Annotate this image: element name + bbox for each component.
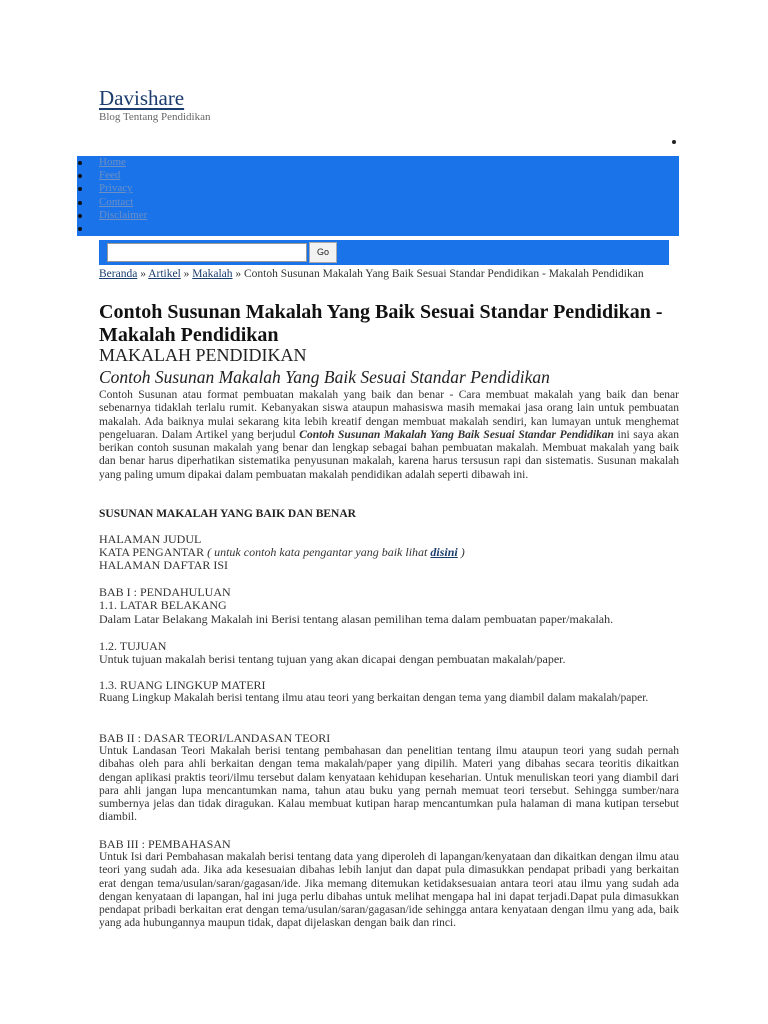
nav-item-empty [77, 222, 679, 235]
kata-pengantar-note: ( untuk contoh kata pengantar yang baik lihat [204, 545, 431, 559]
latar-heading: 1.1. LATAR BELAKANG [99, 598, 227, 612]
nav-link-contact[interactable]: Contact [99, 195, 134, 208]
latar-text: Dalam Latar Belakang Makalah ini Berisi tentang alasan pemilihan tema dalam pembuatan paper/makalah. [99, 612, 614, 626]
kata-pengantar-note-end: ) [457, 545, 465, 559]
halaman-judul: HALAMAN JUDUL [99, 532, 202, 546]
breadcrumb-sep: » [180, 268, 193, 280]
bullet-icon [672, 140, 676, 144]
breadcrumb [99, 268, 679, 281]
nav-item-disclaimer[interactable] [77, 209, 679, 222]
go-button[interactable]: Go [309, 242, 337, 263]
search-bar [99, 240, 669, 265]
bab3-heading: BAB III : PEMBAHASAN [99, 837, 231, 851]
kata-pengantar: KATA PENGANTAR [99, 545, 205, 559]
disini-link[interactable]: disini [430, 545, 458, 559]
nav-link-feed[interactable]: Feed [99, 169, 121, 182]
search-input[interactable] [107, 243, 307, 262]
breadcrumb-current: Contoh Susunan Makalah Yang Baik Sesuai Standar Pendidikan - Makalah Pendidikan [244, 268, 644, 280]
site-tagline: Blog Tentang Pendidikan [99, 111, 211, 123]
breadcrumb-home[interactable]: Beranda [99, 268, 138, 280]
site-title[interactable]: Davishare [99, 86, 185, 110]
nav-item-home[interactable] [77, 156, 679, 169]
intro-text: Contoh Susunan atau format pembuatan makalah yang baik dan benar - Cara membuat makalah yang baik dan benar sebenarnya tidaklah terlalu rumit. Kebanyakan siswa ataupun mahasiswa masih memakai jasa orang lain untuk pembuatan makalah. Ada baiknya mulai sekarang kita lebih kreatif dengan membuat makalah sendiri, kan lumayan untuk menghemat pengeluaran. Dalam Artikel yang berjudul [99, 389, 679, 441]
nav-link-disclaimer[interactable]: Disclaimer [99, 208, 148, 221]
bab2-text: Untuk Landasan Teori Makalah berisi tentang pembahasan dan penelitian tentang ilmu ataupun teori yang sudah pernah dibahas oleh para ahli berkaitan dengan tema makalah/paper yang dipilih. Materi yang dibahas secara teoritis dikaitkan dengan aplikasi praktis teori/ilmu tersebut dalam kenyataan kehidupan keseharian. Untuk menuliskan teori yang diambil dari para ahli jangan lupa mencantumkan nama, tahun atau buku yang pernah memuat teori tersebut. Sehingga sumber/nara sumbernya jelas dan tidak diragukan. Kalau membuat kutipan harap mencantumkan pula halaman di mana kutipan tersebut diambil. [99, 745, 679, 824]
tujuan-text: Untuk tujuan makalah berisi tentang tujuan yang akan dicapai dengan pembuatan makalah/paper. [99, 652, 566, 666]
post-subtitle-italic: Contoh Susunan Makalah Yang Baik Sesuai Standar Pendidikan [99, 367, 550, 387]
bab2-heading: BAB II : DASAR TEORI/LANDASAN TEORI [99, 731, 331, 745]
breadcrumb-sep: » [232, 268, 245, 280]
section-heading: SUSUNAN MAKALAH YANG BAIK DAN BENAR [99, 508, 356, 520]
nav-item-contact[interactable] [77, 196, 679, 209]
nav-item-privacy[interactable] [77, 182, 679, 195]
intro-emphasis: Contoh Susunan Makalah Yang Baik Sesuai Standar Pendidikan [299, 428, 614, 441]
breadcrumb-sep: » [137, 268, 149, 280]
bab3-text: Untuk Isi dari Pembahasan makalah berisi tentang data yang diperoleh di lapangan/kenyataan dan dikaitkan dengan ilmu atau teori yang sudah ada. Jika ada kesesuaian dibahas lebih lanjut dan dapat pula dimasukkan pendapat pribadi yang berkaitan erat dengan tema/usulan/saran/gagasan/ide. Jika memang ditemukan ketidaksesuaian antara teori atau ilmu yang sudah ada dengan kenyataan di lapangan, hal ini juga perlu dibahas untuk melihat mengapa hal ini dapat terjadi.Dapat pula dimasukkan pendapat pribadi berkaitan erat dengan tema/usulan/saran/gagasan/ide sehingga antara kenyataan dengan ilmu yang ada, baik yang ada hubungannya maupun tidak, dapat dijelaskan dengan baik dan rinci. [99, 851, 679, 930]
nav-link-home[interactable]: Home [99, 156, 126, 168]
nav-link-privacy[interactable]: Privacy [99, 182, 133, 195]
intro-paragraph [99, 389, 679, 482]
bab1-heading: BAB I : PENDAHULUAN [99, 585, 231, 599]
tujuan-heading: 1.2. TUJUAN [99, 639, 167, 653]
ruang-heading: 1.3. RUANG LINGKUP MATERI [99, 678, 266, 692]
nav-item-feed[interactable] [77, 169, 679, 182]
breadcrumb-makalah[interactable]: Makalah [192, 268, 233, 280]
ruang-text: Ruang Lingkup Makalah berisi tentang ilmu atau teori yang berkaitan dengan tema yang diambil dalam makalah/paper. [99, 692, 649, 704]
intro-text-cont: ini saya akan berikan contoh susunan makalah yang benar dan lengkap sebagai bahan pembuatan makalah. Membuat makalah yang baik dan benar harus diperhatikan sistematika penyusunan makalah, karena harus tersusun rapi dan sistematis. Susunan makalah yang paling umum dipakai dalam pembuatan makalah pendidikan adalah seperti dibawah ini. [99, 428, 679, 481]
halaman-daftar-isi: HALAMAN DAFTAR ISI [99, 558, 229, 572]
post-title: Contoh Susunan Makalah Yang Baik Sesuai Standar Pendidikan - Makalah Pendidikan [99, 301, 663, 346]
post-subtitle: MAKALAH PENDIDIKAN [99, 345, 307, 365]
nav-menu [77, 156, 679, 236]
breadcrumb-artikel[interactable]: Artikel [148, 268, 181, 280]
